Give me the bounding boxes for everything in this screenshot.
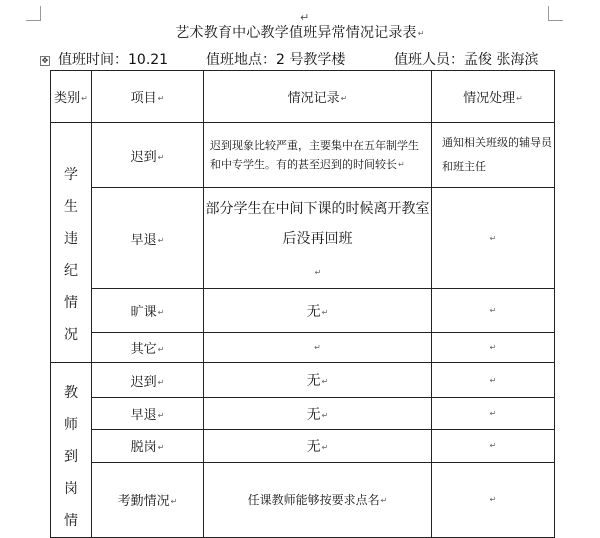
handling-cell: ↵ bbox=[432, 289, 555, 333]
handling-cell: ↵ bbox=[432, 398, 555, 430]
record-cell: ↵ bbox=[204, 333, 432, 363]
item-cell: 早退↵ bbox=[92, 398, 204, 430]
category-student-discipline: 学 生 违 纪 情 况 bbox=[51, 123, 92, 363]
category-teacher-attendance: 教 师 到 岗 情 bbox=[51, 363, 92, 538]
duty-time: 值班时间：10.21 bbox=[58, 52, 169, 68]
handling-cell: ↵ bbox=[432, 462, 555, 537]
handling-cell: 通知相关班级的辅导员和班主任 bbox=[432, 123, 555, 188]
duty-staff: 值班人员：孟俊 张海滨 bbox=[394, 52, 539, 68]
duty-location: 值班地点：2 号教学楼 bbox=[206, 52, 346, 68]
document-title: 艺术教育中心教学值班异常情况记录表↵ bbox=[175, 25, 425, 41]
handling-cell: ↵ bbox=[432, 333, 555, 363]
table-move-handle-icon[interactable]: ✥ bbox=[41, 56, 49, 65]
table-header-row bbox=[51, 71, 555, 123]
item-cell: 考勤情况↵ bbox=[92, 462, 204, 537]
item-cell: 迟到↵ bbox=[92, 363, 204, 398]
table-row bbox=[51, 289, 555, 333]
record-cell: 部分学生在中间下课的时候离开教室后没再回班 ↵ bbox=[204, 188, 432, 289]
item-cell: 早退↵ bbox=[92, 188, 204, 289]
table-row bbox=[51, 123, 555, 188]
paragraph-mark: ↵ bbox=[300, 11, 310, 24]
table-row bbox=[51, 462, 555, 537]
handling-cell: ↵ bbox=[432, 363, 555, 398]
page-corner-mark bbox=[26, 6, 41, 21]
duty-record-table bbox=[50, 70, 555, 538]
table-row bbox=[51, 363, 555, 398]
item-cell: 迟到↵ bbox=[92, 123, 204, 188]
header-record: 情况记录↵ bbox=[204, 71, 432, 123]
header-category: 类别↵ bbox=[51, 71, 92, 123]
record-cell: 无↵ bbox=[204, 363, 432, 398]
item-cell: 其它↵ bbox=[92, 333, 204, 363]
item-cell: 旷课↵ bbox=[92, 289, 204, 333]
record-cell: 无↵ bbox=[204, 430, 432, 462]
header-item: 项目↵ bbox=[92, 71, 204, 123]
item-cell: 脱岗↵ bbox=[92, 430, 204, 462]
header-handling: 情况处理↵ bbox=[432, 71, 555, 123]
handling-cell: ↵ bbox=[432, 188, 555, 289]
handling-cell: ↵ bbox=[432, 430, 555, 462]
table-row bbox=[51, 398, 555, 430]
table-row bbox=[51, 333, 555, 363]
table-row bbox=[51, 188, 555, 289]
table-row bbox=[51, 430, 555, 462]
record-cell: 任课教师能够按要求点名↵ bbox=[204, 462, 432, 537]
record-cell: 无↵ bbox=[204, 398, 432, 430]
record-cell: 无↵ bbox=[204, 289, 432, 333]
record-cell: 迟到现象比较严重，主要集中在五年制学生和中专学生。有的甚至迟到的时间较长↵ bbox=[204, 123, 432, 188]
page-corner-mark bbox=[548, 6, 563, 21]
